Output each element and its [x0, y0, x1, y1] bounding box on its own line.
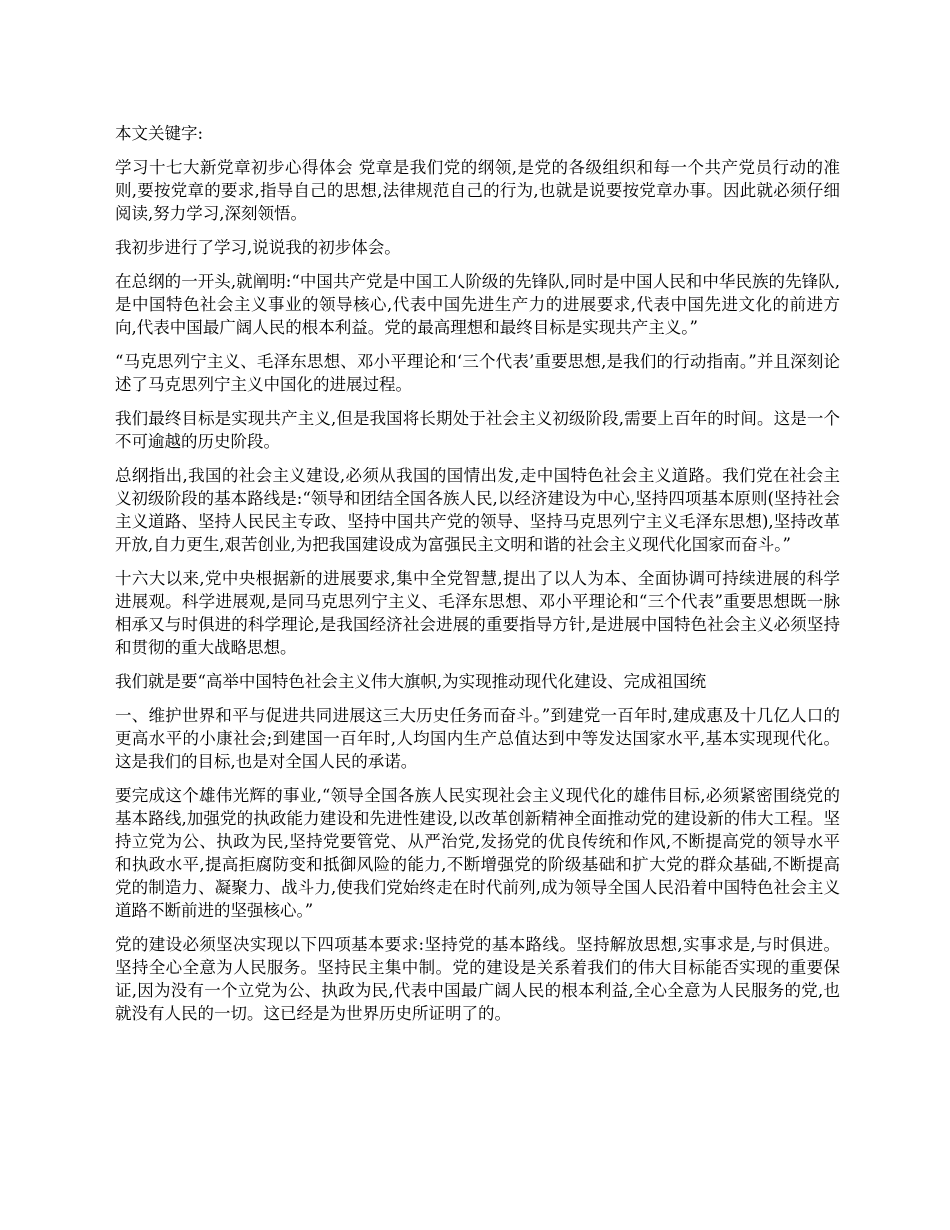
paragraph-four-requirements: 党的建设必须坚决实现以下四项基本要求:坚持党的基本路线。坚持解放思想,实事求是,与时俱进。坚持全心全意为人民服务。坚持民主集中制。党的建设是关系着我们的伟大目标能否实现的重要保证,因为没有一个立党为公、执政为民,代表中国最广阔人民的根本利益,全心全意为人民服务的党,也就没有人民的一切。这已经是为世界历史所证明了的。: [115, 935, 840, 1023]
paragraph-three-tasks: 一、维护世界和平与促进共同进展这三大历史任务而奋斗。”到建党一百年时,建成惠及十几亿人口的更高水平的小康社会;到建国一百年时,人均国内生产总值达到中等发达国家水平,基本实现现代化。这是我们的目标,也是对全国人民的承诺。: [115, 706, 840, 771]
paragraph-intro: 学习十七大新党章初步心得体会 党章是我们党的纲领,是党的各级组织和每一个共产党员行动的准则,要按党章的要求,指导自己的思想,法律规范自己的行为,也就是说要按党章办事。因此就必须仔细阅读,努力学习,深刻领悟。: [115, 158, 840, 223]
paragraph-ultimate-goal: 我们最终目标是实现共产主义,但是我国将长期处于社会主义初级阶段,需要上百年的时间。这是一个不可逾越的历史阶段。: [115, 409, 840, 451]
paragraph-great-banner: 我们就是要“高举中国特色社会主义伟大旗帜,为实现推动现代化建设、完成祖国统: [115, 672, 707, 691]
paragraph-study: 我初步进行了学习,说说我的初步体会。: [115, 238, 401, 257]
paragraph-general-outline: 在总纲的一开头,就阐明:“中国共产党是中国工人阶级的先锋队,同时是中国人民和中华民族的先锋队,是中国特色社会主义事业的领导核心,代表中国先进生产力的进展要求,代表中国先进文化的前进方向,代表中国最广阔人民的根本利益。党的最高理想和最终目标是实现共产主义。”: [115, 272, 840, 337]
paragraph-party-building: 要完成这个雄伟光辉的事业,“领导全国各族人民实现社会主义现代化的雄伟目标,必须紧密围绕党的基本路线,加强党的执政能力建设和先进性建设,以改革创新精神全面推动党的建设新的伟大工程。坚持立党为公、执政为民,坚持党要管党、从严治党,发扬党的优良传统和作风,不断提高党的领导水平和执政水平,提高拒腐防变和抵御风险的能力,不断增强党的阶级基础和扩大党的群众基础,不断提高党的制造力、凝聚力、战斗力,使我们党始终走在时代前列,成为领导全国人民沿着中国特色社会主义道路不断前进的坚强核心。”: [115, 786, 840, 920]
paragraph-guiding-thought: “马克思列宁主义、毛泽东思想、邓小平理论和‘三个代表’重要思想,是我们的行动指南。”并且深刻论述了马克思列宁主义中国化的进展过程。: [115, 352, 840, 394]
document-body: [115, 122, 840, 1036]
paragraph-scientific-outlook: 十六大以来,党中央根据新的进展要求,集中全党智慧,提出了以人为本、全面协调可持续进展的科学进展观。科学进展观,是同马克思列宁主义、毛泽东思想、邓小平理论和“三个代表”重要思想既一脉相承又与时俱进的科学理论,是我国经济社会进展的重要指导方针,是进展中国特色社会主义必须坚持和贯彻的重大战略思想。: [115, 569, 840, 657]
paragraph-basic-line: 总纲指出,我国的社会主义建设,必须从我国的国情出发,走中国特色社会主义道路。我们党在社会主义初级阶段的基本路线是:“领导和团结全国各族人民,以经济建设为中心,坚持四项基本原则(坚持社会主义道路、坚持人民民主专政、坚持中国共产党的领导、坚持马克思列宁主义毛泽东思想),坚持改革开放,自力更生,艰苦创业,为把我国建设成为富强民主文明和谐的社会主义现代化国家而奋斗。”: [115, 466, 840, 554]
keywords-label: 本文关键字:: [115, 124, 204, 143]
